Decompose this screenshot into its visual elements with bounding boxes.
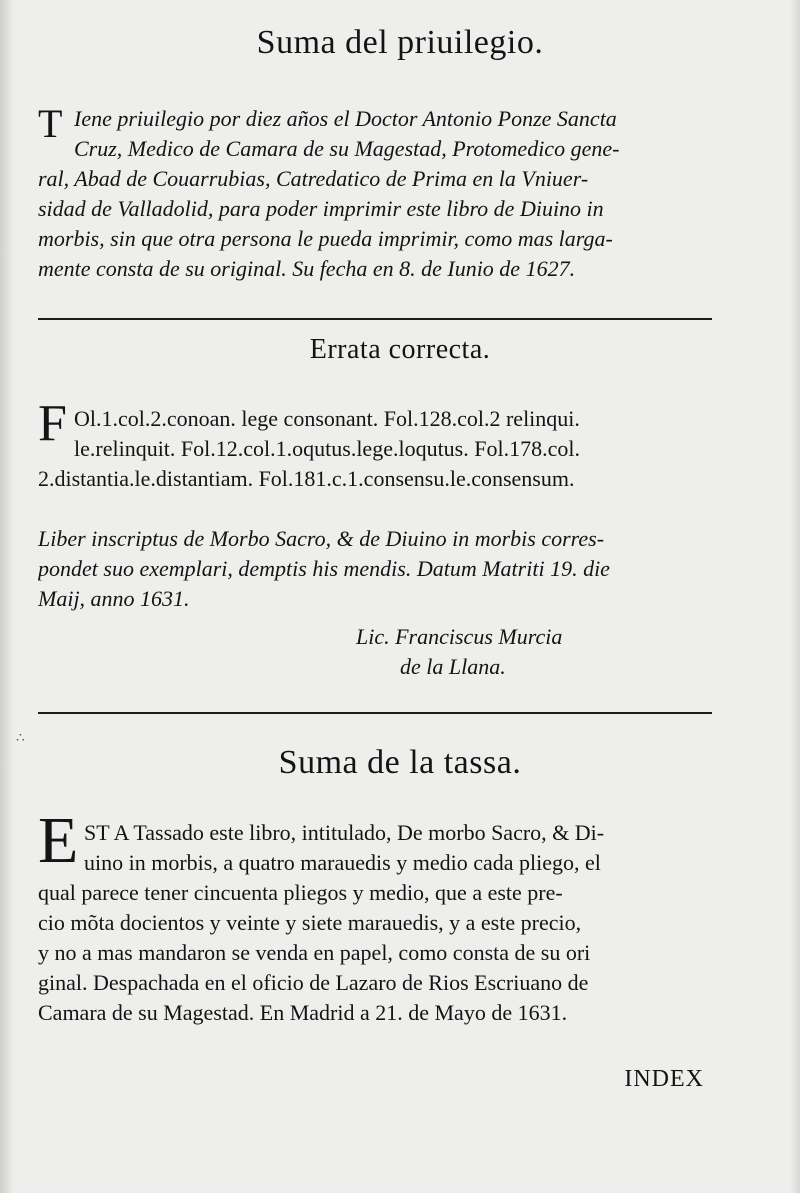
ink-speck: ∴ [16, 731, 25, 746]
tasa-line: Camara de su Magestad. En Madrid a 21. de Mayo de 1631. [38, 1000, 568, 1025]
section-divider [38, 318, 712, 320]
tasa-line: cio mõta docientos y veinte y siete marauedis, y a este precio, [38, 910, 582, 935]
privilege-line: Iene priuilegio por diez años el Doctor Antonio Ponze Sancta [74, 106, 617, 131]
tasa-line: ST A Tassado este libro, intitulado, De morbo Sacro, & Di- [84, 820, 605, 845]
signature-line-1: Lic. Franciscus Murcia [356, 624, 563, 649]
tasa-line: ginal. Despachada en el oficio de Lazaro de Rios Escriuano de [38, 970, 589, 995]
errata-heading: Errata correcta. [309, 334, 491, 365]
tasa-line: qual parece tener cincuenta pliegos y medio, que a este pre- [38, 880, 563, 905]
privilege-text [38, 101, 710, 284]
tasa-initial: E [38, 804, 79, 877]
section-divider [38, 712, 712, 714]
tasa-line: uino in morbis, a quatro marauedis y medio cada pliego, el [84, 850, 601, 875]
errata-line: 2.distantia.le.distantiam. Fol.181.c.1.consensu.le.consensum. [38, 466, 575, 491]
errata-text [38, 404, 710, 494]
privilege-line: sidad de Valladolid, para poder imprimir este libro de Diuino in [38, 196, 604, 221]
privilege-initial: T [38, 101, 63, 146]
privilege-line: mente consta de su original. Su fecha en 8. de Iunio de 1627. [38, 256, 576, 281]
privilege-line: Cruz, Medico de Camara de su Magestad, Protomedico gene- [74, 136, 620, 161]
errata-note [38, 524, 710, 614]
catchword: INDEX [624, 1066, 704, 1092]
errata-initial: F [38, 395, 67, 452]
tasa-line: y no a mas mandaron se venda en papel, como consta de su ori [38, 940, 591, 965]
signature-line-2: de la Llana. [400, 654, 506, 679]
errata-line: Ol.1.col.2.conoan. lege consonant. Fol.128.col.2 relinqui. [74, 406, 580, 431]
tasa-text [38, 818, 710, 1028]
errata-note-line: Maij, anno 1631. [38, 586, 190, 611]
privilege-line: morbis, sin que otra persona le pueda imprimir, como mas larga- [38, 226, 613, 251]
privilege-line: ral, Abad de Couarrubias, Catredatico de Prima en la Vniuer- [38, 166, 589, 191]
privilege-heading: Suma del priuilegio. [256, 24, 544, 61]
errata-line: le.relinquit. Fol.12.col.1.oqutus.lege.loqutus. Fol.178.col. [74, 436, 580, 461]
errata-note-line: pondet suo exemplari, demptis his mendis. Datum Matriti 19. die [38, 556, 610, 581]
errata-note-line: Liber inscriptus de Morbo Sacro, & de Diuino in morbis corres- [38, 526, 605, 551]
tasa-heading: Suma de la tassa. [278, 744, 522, 781]
